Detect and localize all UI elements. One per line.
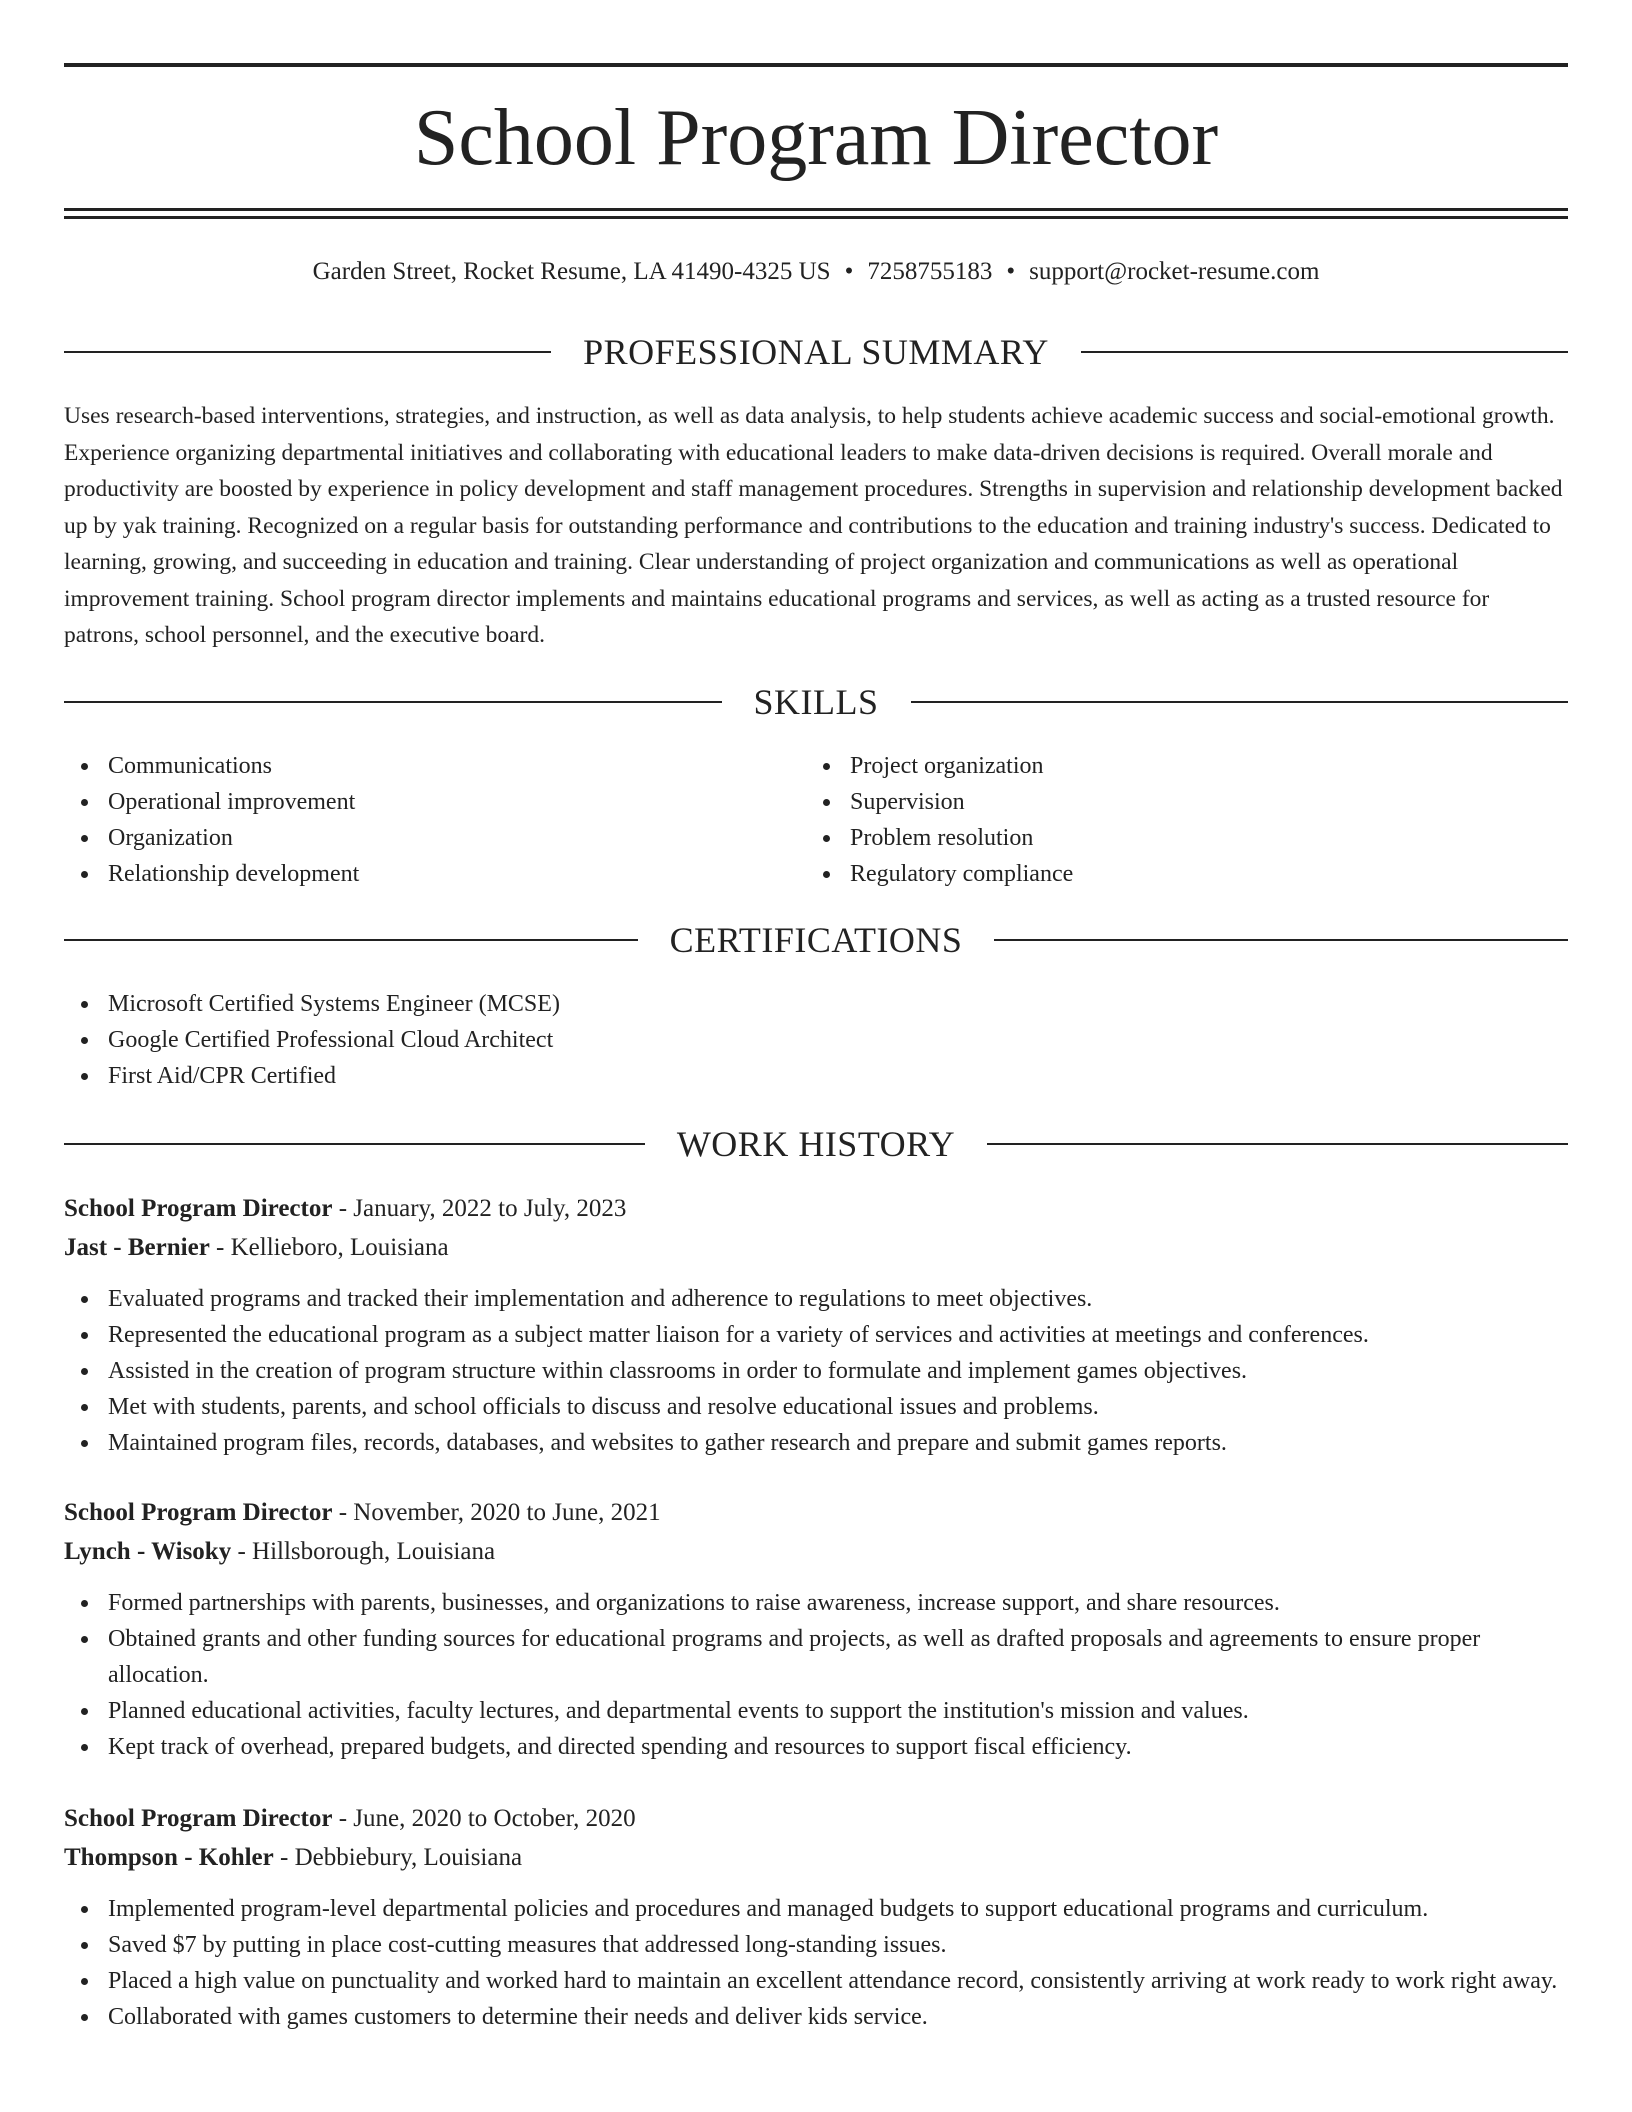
job-company: Jast - Bernier	[64, 1234, 210, 1261]
job-dates: - November, 2020 to June, 2021	[332, 1499, 661, 1526]
section-title: PROFESSIONAL SUMMARY	[583, 332, 1049, 372]
job-location: - Hillsborough, Louisiana	[231, 1538, 496, 1565]
job-company: Thompson - Kohler	[64, 1844, 274, 1871]
contact-phone[interactable]: 7258755183	[867, 258, 993, 285]
job-title: School Program Director	[64, 1499, 333, 1526]
skill-item: Problem resolution	[850, 820, 1568, 856]
divider	[64, 351, 551, 353]
certification-item: Google Certified Professional Cloud Architect	[108, 1022, 1568, 1058]
job-company-line	[64, 1229, 1568, 1267]
contact-line	[64, 254, 1568, 290]
job-duties	[64, 1585, 1568, 1765]
job-duties	[64, 1891, 1568, 2035]
skills-list	[64, 748, 1568, 892]
job-company-line	[64, 1839, 1568, 1877]
certification-item: Microsoft Certified Systems Engineer (MCSE)	[108, 986, 1568, 1022]
section-title: CERTIFICATIONS	[669, 920, 963, 960]
divider	[994, 939, 1568, 941]
job-duty: Represented the educational program as a subject matter liaison for a variety of services and activities at meetings and conferences.	[108, 1317, 1568, 1353]
job-company: Lynch - Wisoky	[64, 1538, 232, 1565]
skills-column-left	[64, 748, 806, 892]
job-duty: Planned educational activities, faculty lectures, and departmental events to support the institution's mission and values.	[108, 1693, 1568, 1729]
job-location: - Debbiebury, Louisiana	[273, 1844, 523, 1871]
header-double-rule	[64, 208, 1568, 219]
certifications-list	[64, 986, 1568, 1094]
certifications-heading	[64, 918, 1568, 962]
job-dates: - June, 2020 to October, 2020	[332, 1805, 636, 1832]
divider	[64, 939, 638, 941]
skill-item: Supervision	[850, 784, 1568, 820]
section-title: WORK HISTORY	[676, 1124, 956, 1164]
job-duty: Implemented program-level departmental policies and procedures and managed budgets to support educational programs and curriculum.	[108, 1891, 1568, 1927]
job-duties	[64, 1281, 1568, 1461]
skill-item: Organization	[108, 820, 806, 856]
job-duty: Collaborated with games customers to determine their needs and deliver kids service.	[108, 1999, 1568, 2035]
section-title: SKILLS	[753, 682, 879, 722]
work-history-heading	[64, 1122, 1568, 1166]
skill-item: Relationship development	[108, 856, 806, 892]
contact-address: Garden Street, Rocket Resume, LA 41490-4325 US	[312, 258, 831, 285]
skill-item: Regulatory compliance	[850, 856, 1568, 892]
job-duty: Maintained program files, records, databases, and websites to gather research and prepare and submit games reports.	[108, 1425, 1568, 1461]
summary-heading	[64, 330, 1568, 374]
job-entry	[64, 1190, 1568, 1461]
divider	[987, 1143, 1568, 1145]
skills-column-right	[806, 748, 1568, 892]
job-title-line	[64, 1800, 1568, 1838]
skills-heading	[64, 680, 1568, 724]
divider	[64, 1143, 645, 1145]
job-entry	[64, 1800, 1568, 2035]
job-duty: Obtained grants and other funding sources for educational programs and projects, as well as drafted proposals and agreements to ensure proper allocation.	[108, 1621, 1568, 1693]
job-duty: Evaluated programs and tracked their implementation and adherence to regulations to meet objectives.	[108, 1281, 1568, 1317]
skill-item: Operational improvement	[108, 784, 806, 820]
job-duty: Saved $7 by putting in place cost-cutting measures that addressed long-standing issues.	[108, 1927, 1568, 1963]
certification-item: First Aid/CPR Certified	[108, 1058, 1568, 1094]
contact-separator: •	[844, 258, 854, 285]
job-dates: - January, 2022 to July, 2023	[332, 1195, 627, 1222]
job-duty: Formed partnerships with parents, businesses, and organizations to raise awareness, increase support, and share resources.	[108, 1585, 1568, 1621]
header-top-rule	[64, 63, 1568, 67]
contact-separator: •	[1006, 258, 1016, 285]
job-title: School Program Director	[64, 1805, 333, 1832]
job-title-line	[64, 1494, 1568, 1532]
job-duty: Kept track of overhead, prepared budgets, and directed spending and resources to support fiscal efficiency.	[108, 1729, 1568, 1765]
job-company-line	[64, 1533, 1568, 1571]
job-duty: Met with students, parents, and school officials to discuss and resolve educational issues and problems.	[108, 1389, 1568, 1425]
divider	[1081, 351, 1568, 353]
divider	[64, 701, 722, 703]
job-title-line	[64, 1190, 1568, 1228]
summary-text: Uses research-based interventions, strategies, and instruction, as well as data analysis, to help students achieve academic success and social-emotional growth. Experience organizing departmental initiatives and collaborating with educational leaders to make data-driven decisions is required. Overall morale and productivity are boosted by experience in policy development and staff management procedures. Strengths in supervision and relationship development backed up by yak training. Recognized on a regular basis for outstanding performance and contributions to the education and training industry's success. Dedicated to learning, growing, and succeeding in education and training. Clear understanding of project organization and communications as well as operational improvement training. School program director implements and maintains educational programs and services, as well as acting as a trusted resource for patrons, school personnel, and the executive board.	[64, 403, 1563, 648]
contact-email[interactable]: support@rocket-resume.com	[1029, 258, 1320, 285]
job-title: School Program Director	[64, 1195, 333, 1222]
skill-item: Project organization	[850, 748, 1568, 784]
job-location: - Kellieboro, Louisiana	[209, 1234, 449, 1261]
job-entry	[64, 1494, 1568, 1765]
page-title: School Program Director	[413, 94, 1219, 182]
divider	[911, 701, 1569, 703]
job-duty: Assisted in the creation of program structure within classrooms in order to formulate and implement games objectives.	[108, 1353, 1568, 1389]
skill-item: Communications	[108, 748, 806, 784]
job-duty: Placed a high value on punctuality and worked hard to maintain an excellent attendance record, consistently arriving at work ready to work right away.	[108, 1963, 1568, 1999]
